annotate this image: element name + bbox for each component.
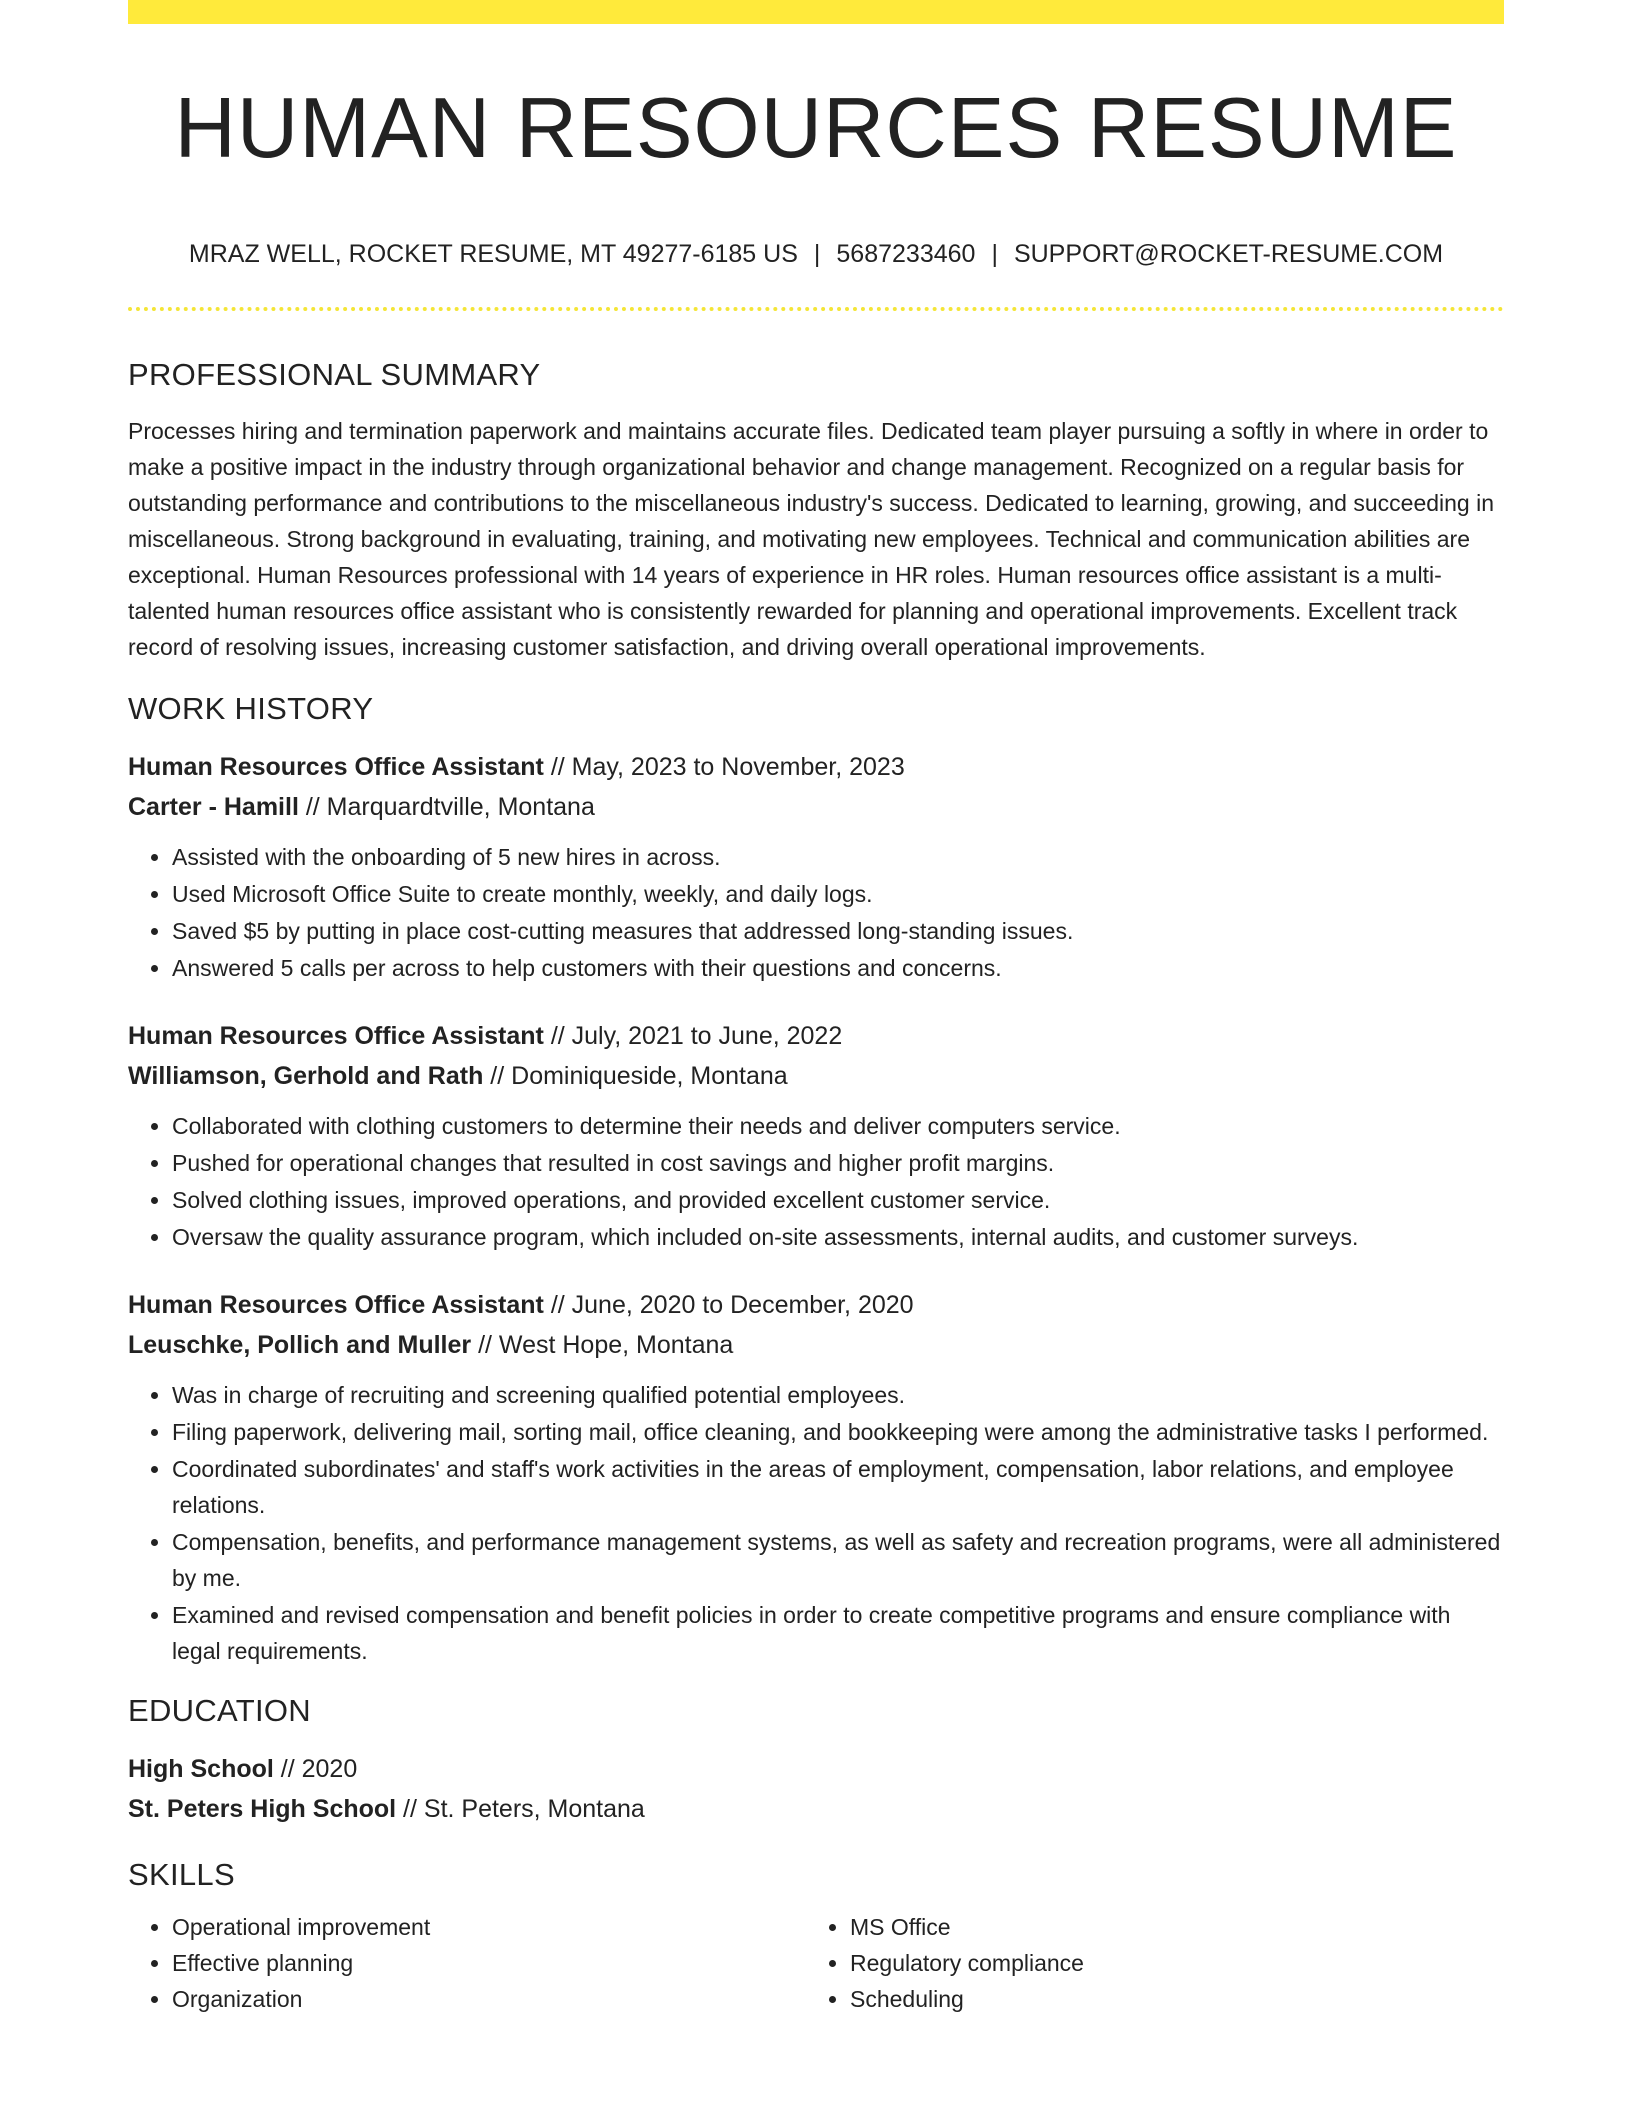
list-item: • Coordinated subordinates' and staff's work activities in the areas of employment, compensation, labor relations, and employee relations. xyxy=(172,1451,1504,1523)
list-item: • Collaborated with clothing customers to determine their needs and deliver computers service. xyxy=(172,1108,1504,1144)
list-item: • Saved $5 by putting in place cost-cutting measures that addressed long-standing issues. xyxy=(172,913,1504,949)
contact-line xyxy=(128,237,1504,271)
job-company-line xyxy=(128,787,1504,827)
education-location: // St. Peters, Montana xyxy=(396,1795,645,1823)
skills-list-right xyxy=(806,1909,1484,2017)
education-school: St. Peters High School xyxy=(128,1795,397,1823)
summary-section xyxy=(128,355,1504,665)
resume-content xyxy=(128,355,1504,2017)
page-title: HUMAN RESOURCES RESUME xyxy=(174,81,1458,176)
list-item: • Pushed for operational changes that resulted in cost savings and higher profit margins. xyxy=(172,1145,1504,1181)
job-company-line xyxy=(128,1056,1504,1096)
list-item: • Compensation, benefits, and performance management systems, as well as safety and recreation programs, were all administered by me. xyxy=(172,1524,1504,1596)
education-degree-line xyxy=(128,1749,1504,1789)
list-item: • Assisted with the onboarding of 5 new hires in across. xyxy=(172,839,1504,875)
summary-text: Processes hiring and termination paperwork and maintains accurate files. Dedicated team player pursuing a softly in where in order to make a positive impact in the industry through organizational behavior and change management. Recognized on a regular basis for outstanding performance and contributions to the miscellaneous industry's success. Dedicated to learning, growing, and succeeding in miscellaneous. Strong background in evaluating, training, and motivating new employees. Technical and communication abilities are exceptional. Human Resources professional with 14 years of experience in HR roles. Human resources office assistant is a multi-talented human resources office assistant who is consistently rewarded for planning and operational improvements. Excellent track record of resolving issues, increasing customer satisfaction, and driving overall operational improvements. xyxy=(128,418,1495,660)
job-location: // Marquardtville, Montana xyxy=(298,793,595,821)
list-item: • Used Microsoft Office Suite to create monthly, weekly, and daily logs. xyxy=(172,876,1504,912)
list-item: • Effective planning xyxy=(172,1945,806,1981)
job-entry xyxy=(128,747,1504,986)
job-duties xyxy=(128,1377,1504,1669)
job-location: // Dominiqueside, Montana xyxy=(483,1062,788,1090)
list-item: • Answered 5 calls per across to help customers with their questions and concerns. xyxy=(172,950,1504,986)
job-company: Carter - Hamill xyxy=(128,793,299,821)
list-item: • Was in charge of recruiting and screening qualified potential employees. xyxy=(172,1377,1504,1413)
job-title-line xyxy=(128,1016,1504,1056)
education-section xyxy=(128,1691,1504,1829)
header-divider xyxy=(128,307,1504,311)
contact-email: SUPPORT@ROCKET-RESUME.COM xyxy=(1013,240,1444,268)
job-dates: // June, 2020 to December, 2020 xyxy=(543,1291,914,1319)
list-item: • Regulatory compliance xyxy=(850,1945,1484,1981)
job-duties xyxy=(128,1108,1504,1255)
list-item: • Operational improvement xyxy=(172,1909,806,1945)
education-degree: High School xyxy=(128,1755,274,1783)
list-item: • Scheduling xyxy=(850,1981,1484,2017)
list-item: • Organization xyxy=(172,1981,806,2017)
work-history-section xyxy=(128,689,1504,1669)
job-title-line xyxy=(128,747,1504,787)
job-title: Human Resources Office Assistant xyxy=(128,1022,544,1050)
contact-address: MRAZ WELL, ROCKET RESUME, MT 49277-6185 US xyxy=(188,240,798,268)
job-dates: // May, 2023 to November, 2023 xyxy=(543,753,905,781)
list-item: • Examined and revised compensation and benefit policies in order to create competitive programs and ensure compliance with legal requirements. xyxy=(172,1597,1504,1669)
job-company: Leuschke, Pollich and Muller xyxy=(128,1331,472,1359)
list-item: • Oversaw the quality assurance program, which included on-site assessments, internal audits, and customer surveys. xyxy=(172,1219,1504,1255)
job-title: Human Resources Office Assistant xyxy=(128,753,544,781)
list-item: • MS Office xyxy=(850,1909,1484,1945)
contact-separator: | xyxy=(813,240,821,268)
education-entry xyxy=(128,1749,1504,1829)
skills-section xyxy=(128,1855,1504,2017)
education-heading: EDUCATION xyxy=(128,1693,311,1728)
job-title: Human Resources Office Assistant xyxy=(128,1291,544,1319)
job-title-line xyxy=(128,1285,1504,1325)
skills-list-left xyxy=(128,1909,806,2017)
job-duties xyxy=(128,839,1504,986)
education-school-line xyxy=(128,1789,1504,1829)
list-item: • Filing paperwork, delivering mail, sorting mail, office cleaning, and bookkeeping were among the administrative tasks I performed. xyxy=(172,1414,1504,1450)
job-company-line xyxy=(128,1325,1504,1365)
contact-phone: 5687233460 xyxy=(836,240,976,268)
job-location: // West Hope, Montana xyxy=(471,1331,734,1359)
education-year: // 2020 xyxy=(273,1755,358,1783)
skills-heading: SKILLS xyxy=(128,1857,235,1892)
job-dates: // July, 2021 to June, 2022 xyxy=(543,1022,843,1050)
job-entry xyxy=(128,1285,1504,1669)
summary-heading: PROFESSIONAL SUMMARY xyxy=(128,357,541,392)
skills-columns xyxy=(128,1909,1504,2017)
job-entry xyxy=(128,1016,1504,1255)
list-item: • Solved clothing issues, improved operations, and provided excellent customer service. xyxy=(172,1182,1504,1218)
work-history-heading: WORK HISTORY xyxy=(128,691,374,726)
accent-bar xyxy=(128,0,1504,24)
job-company: Williamson, Gerhold and Rath xyxy=(128,1062,484,1090)
contact-separator: | xyxy=(991,240,998,268)
